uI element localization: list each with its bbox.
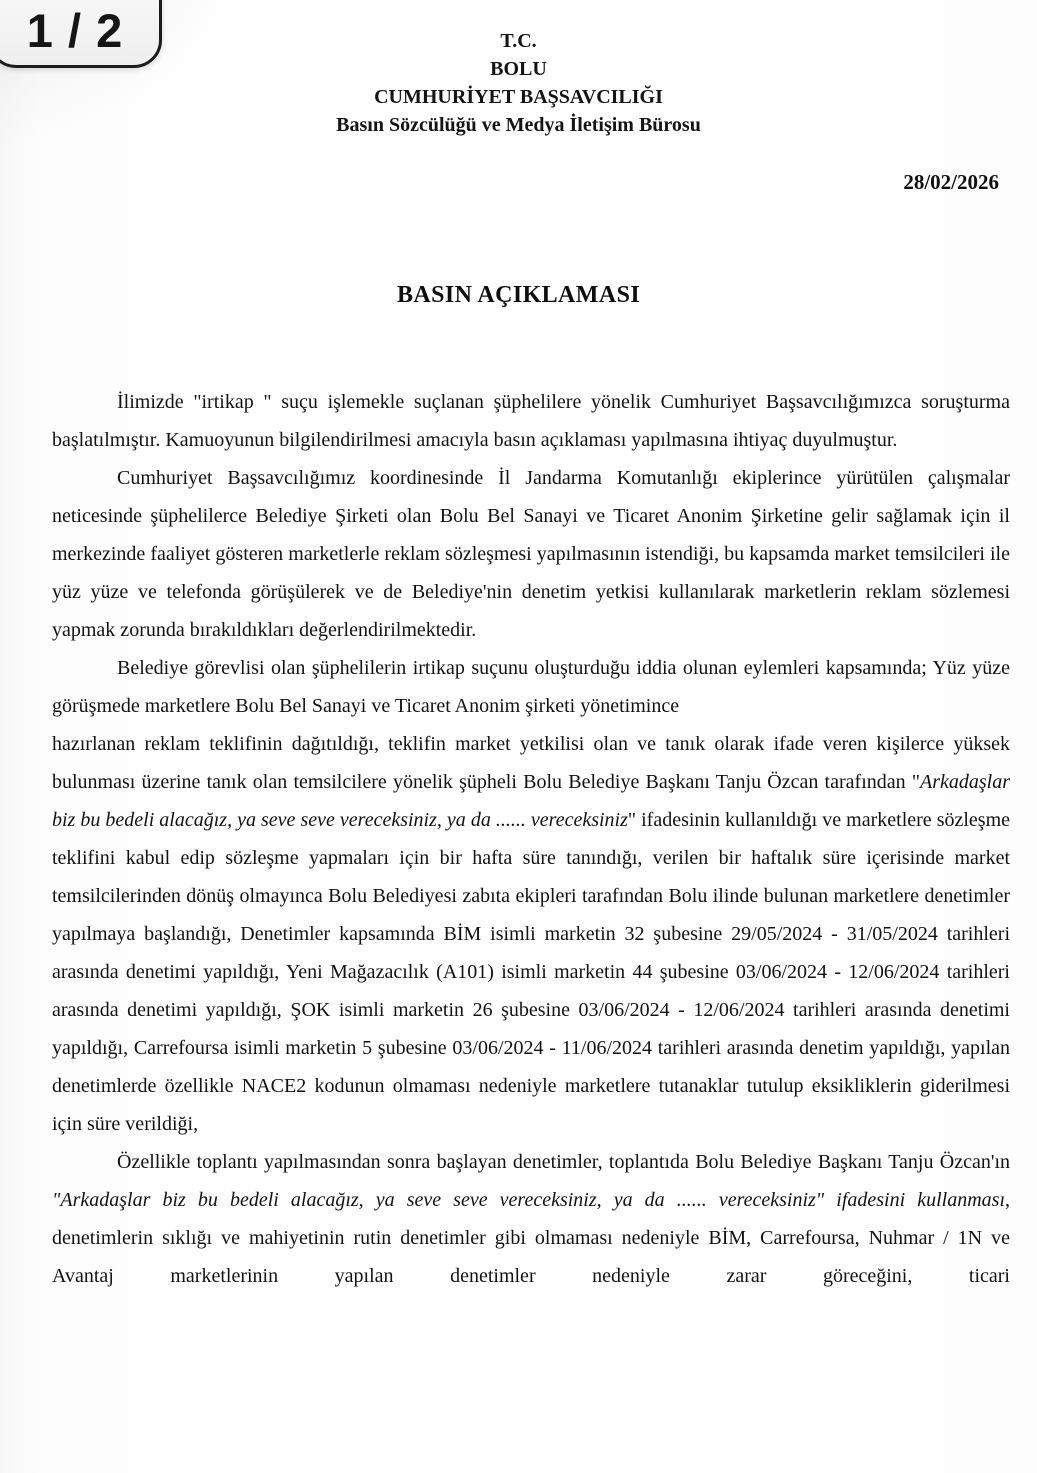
- paragraph-investigation-text: Cumhuriyet Başsavcılığımız koordinesinde İl Jandarma Komutanlığı ekiplerince yürütülen çalışmalar neticesinde şüphelilerce Belediye Şirketi olan Bolu Bel Sanayi ve Ticaret Anonim Şirketine gelir sağlamak için il merkezinde faaliyet gösteren marketlerle reklam sözleşmesi yapılmasının istendiği, bu kapsamda market temsilcileri ile yüz yüze ve telefonda görüşülerek ve de Belediye'nin denetim yetkisi kullanılarak marketlerin reklam sözlemesi yapmak zorunda bırakıldıkları değerlendirilmektedir.: [52, 467, 1010, 641]
- page-title: BASIN AÇIKLAMASI: [396, 282, 641, 308]
- paragraph-investigation: [52, 459, 1010, 649]
- letterhead-line-office: CUMHURİYET BAŞSAVCILIĞI: [374, 86, 663, 108]
- quoted-statement: Arkadaşlar biz bu bedeli alacağız, ya seve seve vereceksiniz, ya da ...... vereceksiniz: [52, 771, 1010, 831]
- paragraph-allegations-cont: hazırlanan reklam teklifinin dağıtıldığı, teklifin market yetkilisi olan ve tanık olarak ifade veren kişilerce yüksek bulunması üzerine tanık olan temsilcilere yönelik şüpheli Bolu Belediye Başkanı Tanju Özcan tarafından ": [52, 733, 1010, 793]
- document-body: [52, 383, 1010, 1295]
- page-number-label: 1 / 2: [26, 4, 124, 57]
- paragraph-intro: [52, 383, 1010, 459]
- paragraph-allegations-after: " ifadesinin kullanıldığı ve marketlere sözleşme teklifini kabul edip sözleşme yapmaları için bir hafta süre tanındığı, verilen bir haftalık süre içerisinde market temsilcilerinden dönüş olmayınca Bolu Belediyesi zabıta ekipleri tarafından Bolu ilinde bulunan marketlere denetimler yapılmaya başlandığı, Denetimler kapsamında BİM isimli marketin 32 şubesine 29/05/2024 - 31/05/2024 tarihleri arasında denetimi yapıldığı, Yeni Mağazacılık (A101) isimli marketin 44 şubesine 03/06/2024 - 12/06/2024 tarihleri arasında denetimi yapıldığı, ŞOK isimli marketin 26 şubesine 03/06/2024 - 12/06/2024 tarihleri arasında denetimi yapıldığı, Carrefoursa isimli marketin 5 şubesine 03/06/2024 - 11/06/2024 tarihleri arasında denetim yapıldığı, yapılan denetimlerde özellikle NACE2 kodunun olmaması nedeniyle marketlere tutanaklar tutulup eksikliklerin giderilmesi için süre verildiği,: [52, 809, 1011, 1135]
- paragraph-allegations-intro: Belediye görevlisi olan şüphelilerin irtikap suçunu oluşturduğu iddia olunan eylemleri kapsamında; Yüz yüze görüşmede marketlere Bolu Bel Sanayi ve Ticaret Anonim şirketi yönetimince: [52, 657, 1010, 717]
- letterhead-line-city: BOLU: [490, 58, 547, 80]
- quoted-statement-repeat: "Arkadaşlar biz bu bedeli alacağız, ya seve seve vereceksiniz, ya da ...... vereceksiniz" ifadesini kullanması: [52, 1189, 1005, 1211]
- letterhead-line-bureau: Basın Sözcülüğü ve Medya İletişim Bürosu: [336, 114, 701, 136]
- paragraph-inspections: [52, 1143, 1010, 1295]
- letterhead-line-tc: T.C.: [500, 30, 537, 52]
- paragraph-inspections-pre: Özellikle toplantı yapılmasından sonra başlayan denetimler, toplantıda Bolu Belediye Başkanı Tanju Özcan'ın: [117, 1151, 1010, 1173]
- page-number-badge: [0, 0, 162, 68]
- paragraph-allegations: [52, 649, 1010, 1143]
- paragraph-inspections-after: , denetimlerin sıklığı ve mahiyetinin rutin denetimler gibi olmaması nedeniyle BİM, Carrefoursa, Nuhmar / 1N ve Avantaj marketlerinin yapılan denetimler nedeniyle zarar göreceğini, ticari: [52, 1189, 1010, 1287]
- document-date: 28/02/2026: [903, 170, 999, 194]
- paragraph-intro-text: İlimizde "irtikap " suçu işlemekle suçlanan şüphelilere yönelik Cumhuriyet Başsavcılığımızca soruşturma başlatılmıştır. Kamuoyunun bilgilendirilmesi amacıyla basın açıklaması yapılmasına ihtiyaç duyulmuştur.: [52, 391, 1010, 451]
